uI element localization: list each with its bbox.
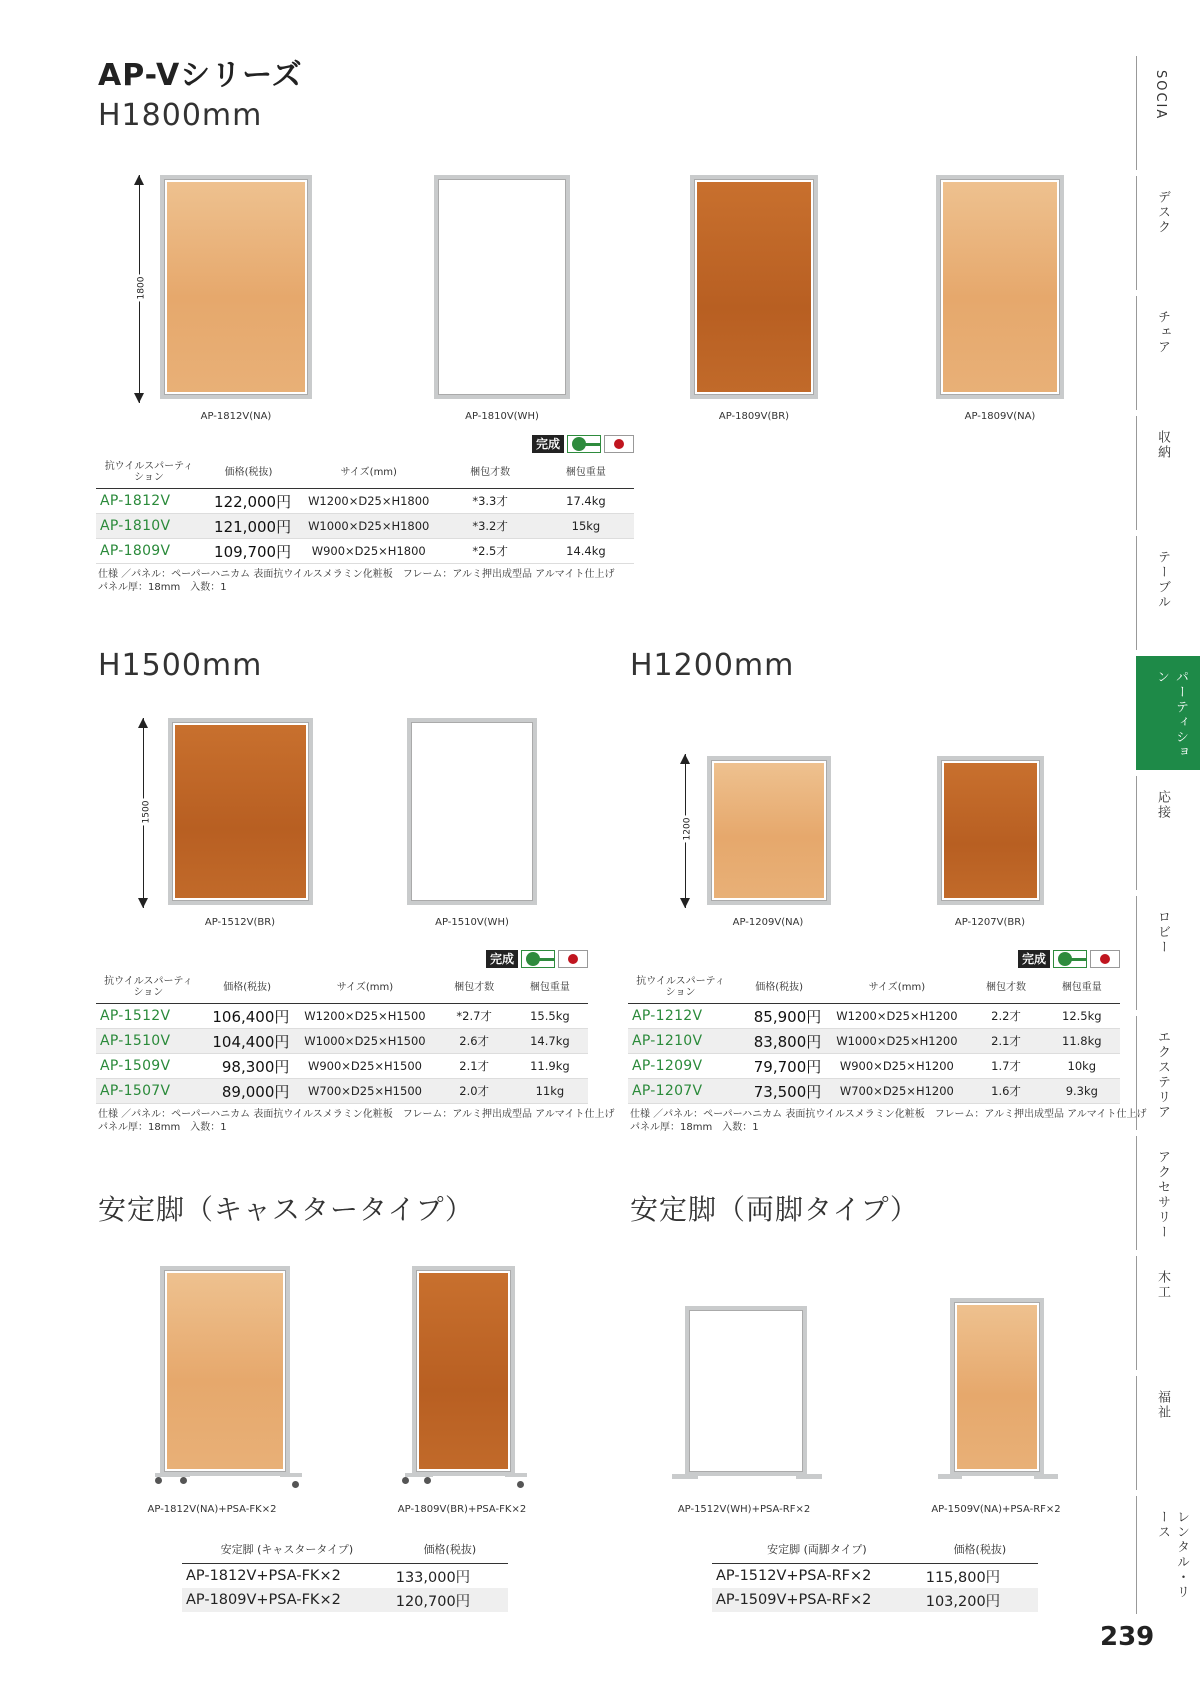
caster-wheel-icon [517,1481,524,1488]
sidebar-item-label: 収納 [1155,430,1170,460]
sidebar-item-label: 応接 [1155,790,1170,820]
model-code: AP-1812V+PSA-FK×2 [182,1564,392,1589]
spec-note-line: パネル厚：18mm 入数：1 [98,582,227,593]
header-price: 価格(税抜) [733,971,825,1004]
series-title: AP-Vシリーズ [98,58,303,93]
spec-note-line: パネル厚：18mm 入数：1 [98,1122,227,1133]
package-volume: *2.7才 [437,1004,512,1029]
package-volume: 2.2才 [968,1004,1043,1029]
header-weight: 梱包重量 [1044,971,1120,1004]
model-code: AP-1507V [96,1079,201,1104]
price: 73,500円 [733,1079,825,1104]
caption-ap-1510v-wh: AP-1510V(WH) [435,917,509,928]
package-weight: 15kg [538,514,634,539]
price: 89,000円 [201,1079,294,1104]
header-price: 価格(税抜) [392,1535,508,1564]
model-code: AP-1512V+PSA-RF×2 [712,1564,922,1589]
caption-ap-1512v-psa-rf: AP-1512V(WH)+PSA-RF×2 [677,1504,811,1515]
panel-image-ap-1512v-stand [685,1306,807,1476]
green-purchase-icon [521,950,555,968]
table-row [96,1004,588,1029]
spec-note-h1200 [630,1108,1147,1134]
caster-stand-leg [280,1473,302,1477]
stand-foot [796,1474,822,1479]
spec-table-h1800 [96,456,634,564]
japan-flag-icon [558,950,588,968]
panel-image-ap-1809v-caster [412,1266,515,1476]
package-volume: *3.2才 [442,514,538,539]
sidebar-item-woodwork[interactable] [1136,1256,1200,1370]
caster-wheel-icon [402,1477,409,1484]
spec-note-line: 仕様 ／パネル：ペーパーハニカム 表面抗ウイルスメラミン化粧板 フレーム：アルミ押出成型品 アルマイト仕上げ [630,1109,1147,1120]
table-row [96,514,634,539]
package-weight: 11kg [512,1079,588,1104]
certification-badges [486,950,588,968]
japan-flag-icon [604,435,634,453]
header-stand-type: 安定脚 (両脚タイプ) [712,1535,922,1564]
completed-badge: 完成 [486,950,518,968]
caster-stand-leg [505,1473,527,1477]
sidebar-item-accessory[interactable] [1136,1136,1200,1250]
section-heading-bothfeet: 安定脚（両脚タイプ） [630,1193,919,1226]
panel-image-ap-1512v-br [168,718,313,905]
price: 109,700円 [202,539,295,564]
size: W900×D25×H1500 [293,1054,436,1079]
package-volume: 1.6才 [968,1079,1043,1104]
size: W700×D25×H1200 [825,1079,968,1104]
section-heading-caster: 安定脚（キャスタータイプ） [98,1193,474,1226]
model-code: AP-1510V [96,1029,201,1054]
model-code: AP-1212V [628,1004,733,1029]
price: 85,900円 [733,1004,825,1029]
caption-ap-1509v-psa-rf: AP-1509V(NA)+PSA-RF×2 [931,1504,1061,1515]
package-volume: 2.1才 [968,1029,1043,1054]
header-volume: 梱包才数 [437,971,512,1004]
table-row [712,1588,1038,1612]
panel-image-ap-1510v-wh [407,718,537,905]
green-purchase-icon [1053,950,1087,968]
table-row [628,1054,1120,1079]
sidebar-item-label: テーブル [1155,550,1170,610]
caster-wheel-icon [155,1477,162,1484]
panel-image-ap-1812v-caster [160,1266,290,1476]
sidebar-item-chair[interactable] [1136,296,1200,410]
sidebar-item-storage[interactable] [1136,416,1200,530]
sidebar-item-label: アクセサリー [1155,1150,1170,1240]
price: 106,400円 [201,1004,294,1029]
sidebar-item-label: デスク [1155,190,1170,235]
table-row [96,1079,588,1104]
price: 79,700円 [733,1054,825,1079]
header-size: サイズ(mm) [293,971,436,1004]
panel-image-ap-1509v-stand [950,1298,1044,1476]
package-weight: 9.3kg [1044,1079,1120,1104]
price: 121,000円 [202,514,295,539]
header-volume: 梱包才数 [442,456,538,489]
header-weight: 梱包重量 [538,456,634,489]
caption-ap-1809v-na: AP-1809V(NA) [964,411,1036,422]
price: 83,800円 [733,1029,825,1054]
spec-note-line: 仕様 ／パネル：ペーパーハニカム 表面抗ウイルスメラミン化粧板 フレーム：アルミ押出成型品 アルマイト仕上げ [98,1109,615,1120]
certification-badges [532,435,634,453]
header-weight: 梱包重量 [512,971,588,1004]
package-weight: 17.4kg [538,489,634,514]
package-volume: 2.0才 [437,1079,512,1104]
package-volume: *2.5才 [442,539,538,564]
model-code: AP-1509V [96,1054,201,1079]
model-code: AP-1810V [96,514,202,539]
size: W1200×D25×H1500 [293,1004,436,1029]
spec-note-line: パネル厚：18mm 入数：1 [630,1122,759,1133]
spec-note-line: 仕様 ／パネル：ペーパーハニカム 表面抗ウイルスメラミン化粧板 フレーム：アルミ押出成型品 アルマイト仕上げ [98,569,615,580]
panel-image-ap-1812v-na [160,175,312,399]
stand-foot [938,1474,962,1479]
caption-ap-1209v-na: AP-1209V(NA) [732,917,804,928]
header-stand-type: 安定脚 (キャスタータイプ) [182,1535,392,1564]
price-table-bothfeet [712,1535,1038,1612]
panel-image-ap-1809v-br [690,175,818,399]
caption-ap-1810v-wh: AP-1810V(WH) [465,411,539,422]
model-code: AP-1210V [628,1029,733,1054]
header-price: 価格(税抜) [202,456,295,489]
table-row [628,1004,1120,1029]
section-heading-h1200: H1200mm [630,648,795,683]
caster-wheel-icon [180,1477,187,1484]
package-volume: 1.7才 [968,1054,1043,1079]
sidebar-item-welfare[interactable] [1136,1376,1200,1490]
certification-badges [1018,950,1120,968]
price-table-caster [182,1535,508,1612]
header-partition: 抗ウイルスパーティション [628,971,733,1004]
table-row [182,1588,508,1612]
price: 104,400円 [201,1029,294,1054]
spec-note-h1800 [98,568,615,594]
price: 103,200円 [922,1588,1038,1612]
package-weight: 10kg [1044,1054,1120,1079]
sidebar-item-label: レンタル・リース [1155,1510,1189,1600]
caption-ap-1812v-psa-fk: AP-1812V(NA)+PSA-FK×2 [147,1504,277,1515]
model-code: AP-1509V+PSA-RF×2 [712,1588,922,1612]
table-row [628,1079,1120,1104]
dimension-label-1200: 1200 [682,817,693,841]
package-weight: 14.4kg [538,539,634,564]
size: W1200×D25×H1800 [295,489,442,514]
table-row [96,1054,588,1079]
header-volume: 梱包才数 [968,971,1043,1004]
caption-ap-1809v-psa-fk: AP-1809V(BR)+PSA-FK×2 [397,1504,527,1515]
japan-flag-icon [1090,950,1120,968]
caption-ap-1207v-br: AP-1207V(BR) [954,917,1026,928]
spec-note-h1500 [98,1108,615,1134]
caster-wheel-icon [292,1481,299,1488]
size: W1000×D25×H1200 [825,1029,968,1054]
dimension-label-1500: 1500 [141,800,152,824]
spec-table-h1200 [628,971,1120,1104]
sidebar-item-label: ロビー [1155,910,1170,955]
caption-ap-1809v-br: AP-1809V(BR) [718,411,790,422]
size: W1000×D25×H1800 [295,514,442,539]
panel-image-ap-1209v-na [707,756,831,905]
sidebar-item-partition[interactable] [1136,656,1200,770]
model-code: AP-1207V [628,1079,733,1104]
package-weight: 12.5kg [1044,1004,1120,1029]
completed-badge: 完成 [1018,950,1050,968]
table-row [96,1029,588,1054]
table-row [712,1564,1038,1589]
price: 122,000円 [202,489,295,514]
sidebar-item-label: パーティション [1154,670,1188,760]
model-code: AP-1809V+PSA-FK×2 [182,1588,392,1612]
sidebar-item-rental[interactable] [1136,1496,1200,1614]
model-code: AP-1809V [96,539,202,564]
panel-image-ap-1809v-na [936,175,1064,399]
size: W900×D25×H1200 [825,1054,968,1079]
package-volume: 2.1才 [437,1054,512,1079]
dimension-label-1800: 1800 [136,276,147,300]
stand-foot [672,1474,698,1479]
green-purchase-icon [567,435,601,453]
header-partition: 抗ウイルスパーティション [96,971,201,1004]
caption-ap-1812v-na: AP-1812V(NA) [200,411,272,422]
header-partition: 抗ウイルスパーティション [96,456,202,489]
page-number: 239 [1100,1622,1155,1652]
package-weight: 14.7kg [512,1029,588,1054]
section-heading-h1500: H1500mm [98,648,263,683]
size: W700×D25×H1500 [293,1079,436,1104]
package-volume: *3.3才 [442,489,538,514]
price: 98,300円 [201,1054,294,1079]
model-code: AP-1209V [628,1054,733,1079]
size: W1200×D25×H1200 [825,1004,968,1029]
completed-badge: 完成 [532,435,564,453]
price: 133,000円 [392,1564,508,1589]
sidebar-item-socia[interactable] [1136,56,1200,170]
package-weight: 11.9kg [512,1054,588,1079]
caster-wheel-icon [424,1477,431,1484]
sidebar-item-label: SOCIA [1153,70,1168,121]
section-heading-h1800: H1800mm [98,98,263,133]
sidebar-item-label: エクステリア [1155,1030,1170,1120]
table-row [182,1564,508,1589]
price: 120,700円 [392,1588,508,1612]
package-weight: 15.5kg [512,1004,588,1029]
header-price: 価格(税抜) [201,971,294,1004]
price: 115,800円 [922,1564,1038,1589]
caption-ap-1512v-br: AP-1512V(BR) [204,917,276,928]
header-price: 価格(税抜) [922,1535,1038,1564]
panel-image-ap-1810v-wh [434,175,570,399]
model-code: AP-1812V [96,489,202,514]
stand-foot [1034,1474,1058,1479]
panel-image-ap-1207v-br [937,756,1044,905]
size: W1000×D25×H1500 [293,1029,436,1054]
table-row [96,539,634,564]
sidebar-item-table[interactable] [1136,536,1200,650]
package-volume: 2.6才 [437,1029,512,1054]
table-row [96,489,634,514]
sidebar-item-exterior[interactable] [1136,1016,1200,1130]
spec-table-h1500 [96,971,588,1104]
sidebar-item-label: 木工 [1155,1270,1170,1300]
sidebar-item-desk[interactable] [1136,176,1200,290]
model-code: AP-1512V [96,1004,201,1029]
table-row [628,1029,1120,1054]
sidebar-item-label: チェア [1155,310,1170,355]
header-size: サイズ(mm) [825,971,968,1004]
sidebar-item-label: 福祉 [1155,1390,1170,1420]
size: W900×D25×H1800 [295,539,442,564]
header-size: サイズ(mm) [295,456,442,489]
sidebar-item-lobby[interactable] [1136,896,1200,1010]
package-weight: 11.8kg [1044,1029,1120,1054]
sidebar-item-reception[interactable] [1136,776,1200,890]
